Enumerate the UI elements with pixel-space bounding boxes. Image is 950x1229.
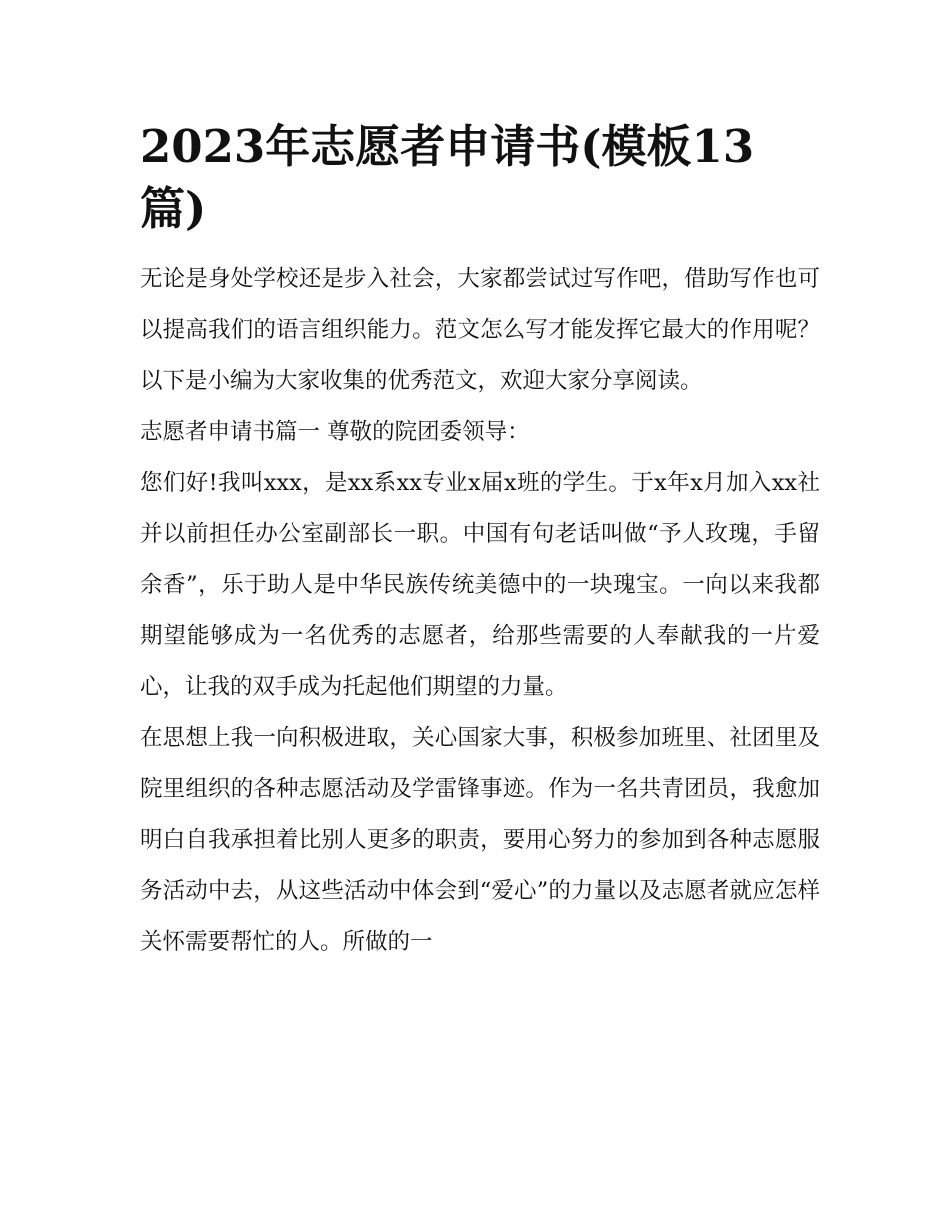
- document-content: [140, 116, 820, 968]
- intro-paragraph: 无论是身处学校还是步入社会，大家都尝试过写作吧，借助写作也可以提高我们的语言组织能力。范文怎么写才能发挥它最大的作用呢？以下是小编为大家收集的优秀范文，欢迎大家分享阅读。: [140, 266, 820, 394]
- section-heading-paragraph: 志愿者申请书篇一 尊敬的院团委领导：: [140, 419, 530, 445]
- body-paragraph: 在思想上我一向积极进取，关心国家大事，积极参加班里、社团里及院里组织的各种志愿活动及学雷锋事迹。作为一名共青团员，我愈加明白自我承担着比别人更多的职责，要用心努力的参加到各种志愿服务活动中去，从这些活动中体会到“爱心”的力量以及志愿者就应怎样关怀需要帮忙的人。所做的一: [140, 725, 820, 955]
- document-title: 2023年志愿者申请书(模板13篇): [140, 120, 755, 235]
- body-paragraph: 您们好!我叫xxx，是xx系xx专业x届x班的学生。于x年x月加入xx社并以前担任办公室副部长一职。中国有句老话叫做“予人玫瑰，手留余香”，乐于助人是中华民族传统美德中的一块瑰宝。一向以来我都期望能够成为一名优秀的志愿者，给那些需要的人奉献我的一片爱心，让我的双手成为托起他们期望的力量。: [140, 470, 820, 700]
